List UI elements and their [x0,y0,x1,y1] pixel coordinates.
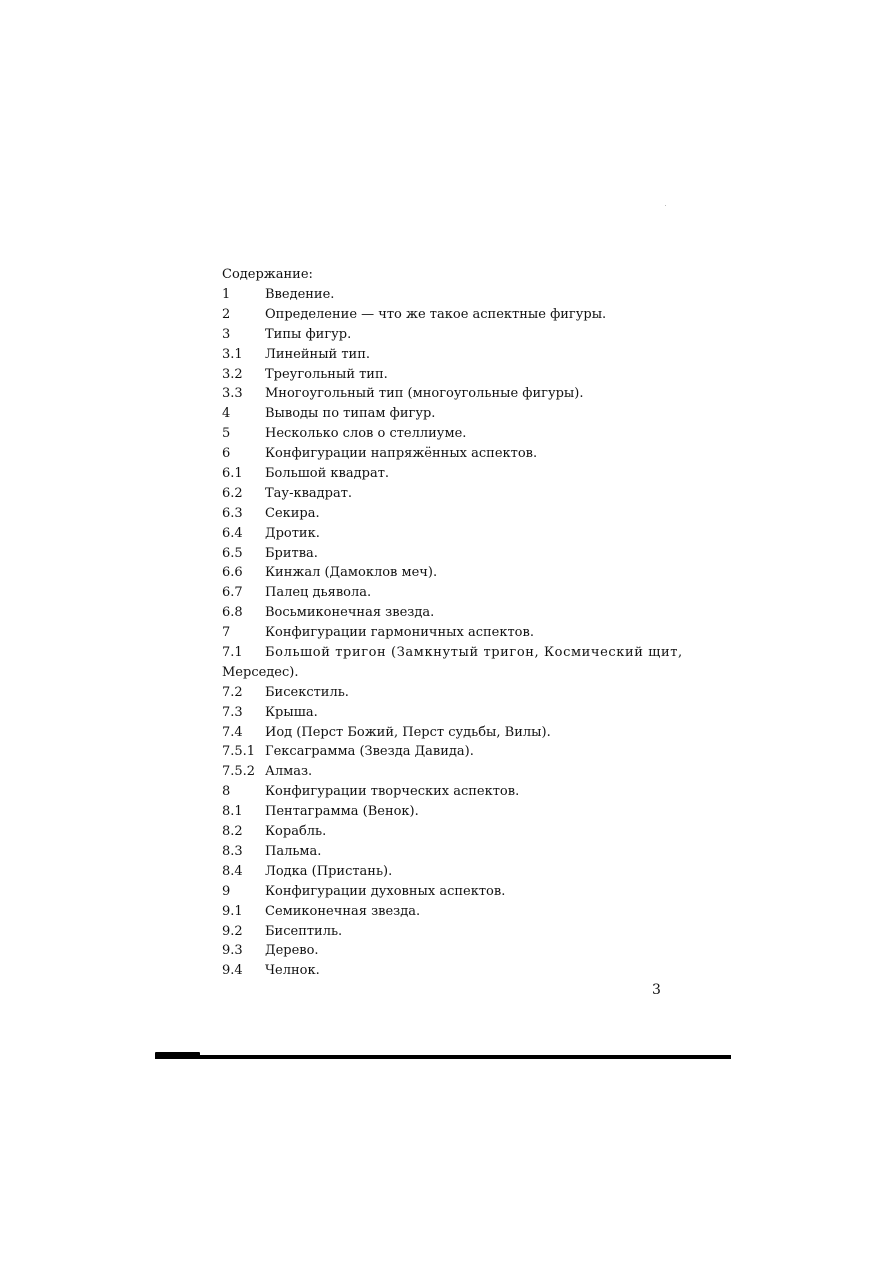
toc-entry-title: Лодка (Пристань). [265,863,393,879]
toc-entry-number: 6.6 [222,565,243,581]
toc-entry-title: Палец дьявола. [265,585,372,601]
toc-entry-title: Многоугольный тип (многоугольные фигуры). [265,386,584,402]
toc-entry-number: 1 [222,287,231,302]
toc-entry-title: Определение — что же такое аспектные фигуры. [265,306,607,322]
toc-entry-title: Конфигурации напряжённых аспектов. [265,446,538,462]
table-of-contents [222,285,683,981]
toc-entry-title: Большой тригон (Замкнутый тригон, Космический щит, [265,645,683,661]
toc-entry [222,683,664,703]
toc-entry-number: 8.2 [222,824,243,840]
toc-entry [222,444,664,464]
toc-entry-number: 8 [222,784,231,800]
toc-entry-title-continuation: Мерседес). [222,664,299,680]
toc-entry-title: Выводы по типам фигур. [265,406,436,422]
scan-speck [665,205,666,206]
toc-entry [222,623,664,643]
toc-entry [222,902,664,922]
toc-entry [222,424,664,444]
toc-entry-number: 7.5.1 [222,744,256,760]
toc-entry-title: Конфигурации гармоничных аспектов. [265,625,534,641]
toc-entry-title: Треугольный тип. [265,366,388,382]
toc-entry-title: Кинжал (Дамоклов меч). [265,565,438,581]
toc-heading: Содержание: [222,267,313,282]
toc-entry [222,742,664,762]
toc-entry [222,563,664,583]
toc-entry-title: Несколько слов о стеллиуме. [265,426,467,442]
toc-entry [222,365,664,385]
toc-entry-number: 6.4 [222,525,243,541]
toc-entry [222,922,664,942]
toc-entry-title: Крыша. [265,704,318,720]
toc-entry [222,464,664,484]
toc-entry-number: 6.8 [222,605,243,621]
toc-entry [222,603,664,623]
toc-entry [222,723,664,743]
toc-entry-number: 4 [222,406,231,422]
toc-entry [222,544,664,564]
toc-entry-number: 8.1 [222,804,243,820]
toc-entry-number: 3.2 [222,366,243,382]
toc-entry-number: 8.4 [222,863,243,879]
page-number: 3 [652,982,661,998]
toc-entry [222,941,664,961]
toc-entry [222,762,664,782]
toc-entry [222,862,664,882]
toc-entry-title: Корабль. [265,824,327,840]
toc-entry [222,384,664,404]
toc-entry [222,504,664,524]
toc-entry-title: Линейный тип. [265,346,370,362]
toc-entry-title: Бисекстиль. [265,684,349,700]
toc-entry [222,961,664,981]
toc-entry-number: 3.3 [222,386,243,402]
toc-entry-title: Типы фигур. [265,326,352,342]
toc-entry [222,802,664,822]
toc-entry-number: 9 [222,883,231,899]
toc-entry [222,325,664,345]
toc-entry-title: Челнок. [265,963,320,979]
toc-entry-number: 7.5.2 [222,764,256,780]
toc-entry-title: Дротик. [265,525,320,541]
toc-entry-title: Конфигурации духовных аспектов. [265,883,506,899]
toc-entry [222,285,664,305]
toc-entry-number: 6.3 [222,505,243,521]
toc-entry-title: Иод (Перст Божий, Перст судьбы, Вилы). [265,724,551,740]
toc-entry [222,305,664,325]
toc-entry-title: Введение. [265,287,335,302]
toc-entry-number: 9.4 [222,963,243,979]
toc-entry [222,703,664,723]
toc-entry-number: 3 [222,326,231,342]
toc-entry-title: Дерево. [265,943,319,959]
toc-entry-title: Конфигурации творческих аспектов. [265,784,520,800]
toc-entry-number: 9.1 [222,903,243,919]
toc-entry-number: 7.2 [222,684,243,700]
toc-entry-title: Алмаз. [265,764,313,780]
toc-entry-number: 9.3 [222,943,243,959]
toc-entry-title: Секира. [265,505,320,521]
toc-entry-number: 3.1 [222,346,243,362]
toc-entry-number: 6.1 [222,466,243,482]
toc-entry-title: Восьмиконечная звезда. [265,605,435,621]
toc-entry-number: 9.2 [222,923,243,939]
toc-entry-title: Пентаграмма (Венок). [265,804,419,820]
toc-entry-number: 8.3 [222,843,243,859]
footer-rule [155,1055,731,1059]
toc-entry-number: 2 [222,306,231,322]
toc-entry [222,345,664,365]
toc-entry [222,782,664,802]
toc-entry-title: Тау-квадрат. [265,485,353,501]
toc-entry [222,882,664,902]
toc-entry [222,842,664,862]
toc-entry-number: 6 [222,446,231,462]
toc-entry [222,484,664,504]
toc-entry-title: Большой квадрат. [265,466,390,482]
toc-entry [222,643,683,663]
toc-entry-number: 7.3 [222,704,243,720]
toc-entry-number: 6.5 [222,545,243,561]
toc-entry [222,404,664,424]
toc-entry-number: 7.1 [222,645,243,661]
toc-entry-title: Бритва. [265,545,318,561]
toc-entry-number: 6.2 [222,485,243,501]
toc-entry [222,524,664,544]
toc-entry-title: Семиконечная звезда. [265,903,421,919]
toc-entry-number: 6.7 [222,585,243,601]
toc-entry-title: Пальма. [265,843,322,859]
toc-entry-number: 7.4 [222,724,243,740]
toc-entry [222,583,664,603]
toc-entry-title: Бисептиль. [265,923,343,939]
toc-entry [222,822,664,842]
toc-entry-title: Гексаграмма (Звезда Давида). [265,744,474,760]
toc-entry-number: 7 [222,625,231,641]
toc-entry-number: 5 [222,426,231,442]
